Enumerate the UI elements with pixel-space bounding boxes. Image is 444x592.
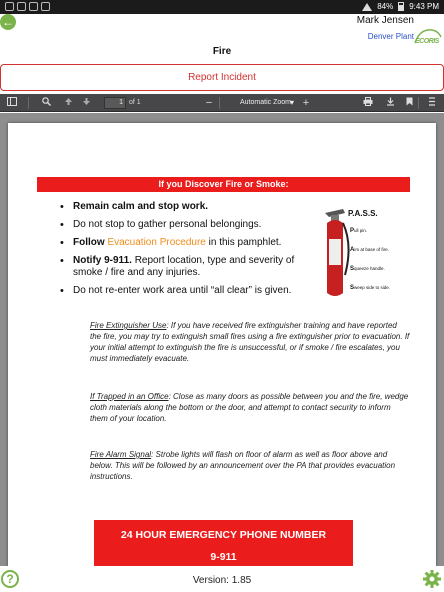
- pdf-viewport[interactable]: [0, 113, 444, 566]
- list-item: • Remain calm and stop work.: [58, 201, 323, 213]
- back-arrow-icon[interactable]: ←: [2, 15, 14, 29]
- page-title: Fire: [212, 46, 232, 57]
- list-item: • Follow Evacuation Procedure in this pamphlet.: [58, 237, 323, 249]
- list-item: • Do not re-enter work area until “all clear” is given.: [58, 285, 323, 297]
- pdf-page: [8, 123, 436, 566]
- previous-page-icon[interactable]: [62, 97, 74, 109]
- version-label: Version: 1.85: [192, 575, 252, 586]
- battery-icon: [398, 2, 404, 11]
- sidebar-toggle-icon[interactable]: [6, 97, 18, 109]
- notification-icon: [5, 2, 14, 11]
- notification-icon: [41, 2, 50, 11]
- fire-alarm-paragraph: Fire Alarm Signal: Strobe lights will flash on floor of alarm as well as floor above and below. This will be followed by an announcement over the PA that provides evacuation instructions.: [90, 450, 396, 481]
- logo-text: ECORIS: [415, 38, 439, 45]
- pass-step: Squeeze handle.: [350, 266, 385, 272]
- list-item: • Notify 9-911. Report location, type and severity of smoke / fire and any injuries.: [58, 255, 323, 279]
- zoom-select[interactable]: Automatic Zoom ▾: [224, 97, 296, 109]
- trapped-office-paragraph: If Trapped in an Office: Close as many doors as possible between you and the fire, wedge cloth materials along the bottom or the door, and attempt to contact security to inform them of your location.: [90, 392, 409, 423]
- pass-step: Sweep side to side.: [350, 285, 391, 291]
- search-icon[interactable]: [40, 97, 52, 109]
- bookmark-icon[interactable]: [404, 97, 414, 109]
- report-incident-button[interactable]: Report Incident: [0, 64, 444, 91]
- print-icon[interactable]: [362, 97, 374, 109]
- wifi-icon: [362, 3, 372, 11]
- emergency-title: 24 HOUR EMERGENCY PHONE NUMBER: [120, 529, 327, 541]
- zoom-out-button[interactable]: −: [205, 97, 213, 109]
- page-number-input[interactable]: 1: [104, 97, 126, 109]
- zoom-in-button[interactable]: +: [302, 97, 310, 109]
- more-tools-icon[interactable]: [426, 97, 438, 109]
- page-count: of 1: [129, 99, 141, 106]
- user-name: Mark Jensen: [356, 15, 414, 26]
- clock: 9:43 PM: [409, 2, 439, 11]
- pass-step: Pull pin.: [350, 228, 368, 234]
- pdf-toolbar: [0, 94, 444, 112]
- emergency-number: 9-911: [210, 551, 237, 563]
- fire-smoke-banner: If you Discover Fire or Smoke:: [37, 177, 410, 192]
- gear-icon[interactable]: [422, 569, 442, 589]
- status-bar: [0, 0, 444, 14]
- next-page-icon[interactable]: [80, 97, 92, 109]
- pass-title: P.A.S.S.: [348, 209, 378, 218]
- emergency-phone-box: [94, 520, 353, 566]
- download-icon[interactable]: [384, 97, 396, 109]
- notification-icon: [17, 2, 26, 11]
- pass-step: Aim at base of fire.: [350, 247, 389, 253]
- logo-icon: [413, 27, 443, 45]
- extinguisher-use-paragraph: Fire Extinguisher Use: If you have received fire extinguisher training and have reported the fire, you may try to extinguish small fires using a fire extinguisher prior to evacuation. If your initial attempt to extinguish the fire is unsuccessful, or if smoke / fire escalates, you must immediately evacuate.: [90, 321, 410, 363]
- plant-link[interactable]: Denver Plant: [367, 32, 414, 41]
- evacuation-procedure-link: Evacuation Procedure: [107, 237, 206, 248]
- logo: [413, 27, 443, 45]
- list-item: • Do not stop to gather personal belongings.: [58, 219, 323, 231]
- battery-percent: 84%: [377, 2, 394, 11]
- instructions-list: [58, 201, 323, 303]
- notification-icon: [29, 2, 38, 11]
- help-icon[interactable]: ?: [1, 570, 19, 588]
